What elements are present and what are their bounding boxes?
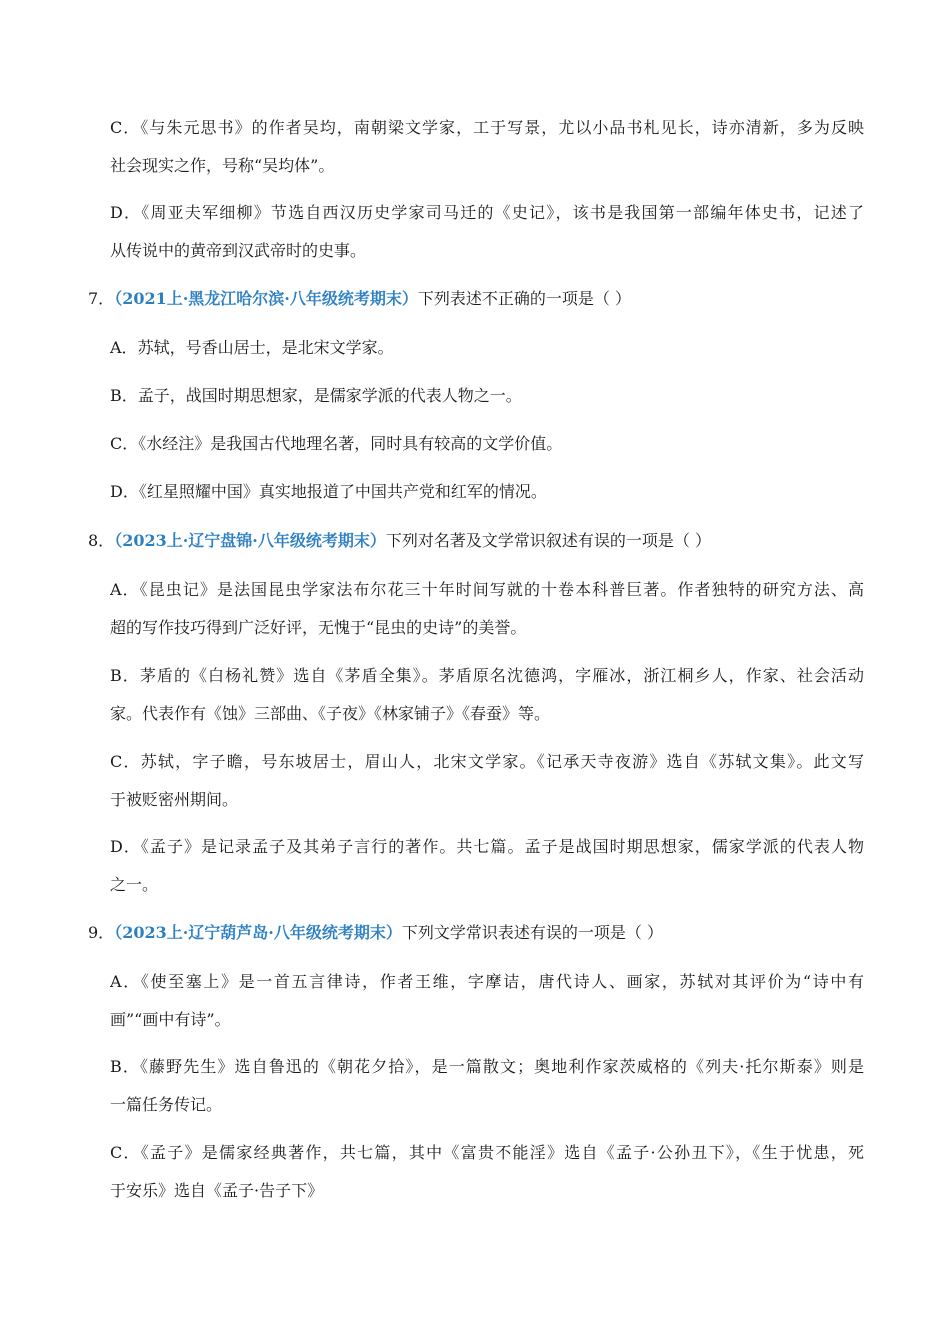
question-8-option-b-line-1	[110, 666, 864, 686]
question-8-option-c-line-1	[110, 752, 864, 772]
question-8-option-c-line-2	[110, 790, 238, 810]
question-9-option-a-line-2	[110, 1010, 231, 1030]
question-9-option-a-line-1	[110, 972, 864, 992]
option-text: 孟子，战国时期思想家，是儒家学派的代表人物之一。	[137, 386, 522, 405]
question-number: 9．	[88, 923, 115, 942]
question-stem-text: 下列对名著及文学常识叙述有误的一项是（ ）	[385, 531, 711, 550]
option-text: 苏轼，字子瞻，号东坡居士，眉山人，北宋文学家。《记承天寺夜游》选自《苏轼文集》。此文写	[140, 752, 864, 771]
question-7-option-b	[110, 386, 522, 406]
option-text: 家。代表作有《蚀》三部曲、《子夜》《林家铺子》《春蚕》等。	[110, 704, 551, 723]
option-letter: B．	[110, 666, 140, 685]
question-stem-text: 下列文学常识表述有误的一项是（ ）	[401, 923, 663, 942]
question-number: 8．	[88, 531, 115, 550]
option-letter: D．	[110, 837, 141, 856]
option-text: 《昆虫记》是法国昆虫学家法布尔花三十年时间写就的十卷本科普巨著。作者独特的研究方法、高	[139, 580, 864, 599]
option-text: 《孟子》是记录孟子及其弟子言行的著作。共七篇。孟子是战国时期思想家，儒家学派的代表人物	[140, 837, 864, 856]
prev-option-c-line-2	[110, 156, 334, 176]
option-text: 之一。	[110, 875, 159, 894]
option-text: 《周亚夫军细柳》节选自西汉历史学家司马迁的《史记》，该书是我国第一部编年体史书，记述了	[141, 203, 864, 222]
question-8-option-d-line-2	[110, 875, 158, 895]
question-8-option-d-line-1	[110, 837, 864, 857]
question-7-option-c	[110, 434, 562, 454]
option-text: 《红星照耀中国》真实地报道了中国共产党和红军的情况。	[138, 482, 547, 501]
option-text: 于被贬密州期间。	[110, 790, 239, 809]
option-text: 超的写作技巧得到广泛好评，无愧于“昆虫的史诗”的美誉。	[110, 618, 527, 637]
question-9-option-c-line-1	[110, 1143, 864, 1163]
option-text: 《水经注》是我国古代地理名著，同时具有较高的文学价值。	[138, 434, 563, 453]
option-letter: C．	[110, 752, 141, 771]
option-letter: A．	[110, 338, 138, 357]
question-9-option-b-line-1	[110, 1057, 864, 1077]
option-letter: C．	[110, 1143, 141, 1162]
question-source-tag: （2021上·黑龙江哈尔滨·八年级统考期末）	[114, 289, 418, 308]
option-text: 《藤野先生》选自鲁迅的《朝花夕拾》，是一篇散文；奥地利作家茨威格的《列夫·托尔斯泰》则是	[139, 1057, 864, 1076]
option-letter: D．	[110, 482, 139, 501]
option-text: 《孟子》是儒家经典著作，共七篇，其中《富贵不能淫》选自《孟子·公孙丑下》，《生于忧患，死	[140, 1143, 864, 1162]
question-source-tag: （2023上·辽宁葫芦岛·八年级统考期末）	[114, 923, 402, 942]
option-letter: C．	[110, 118, 141, 137]
option-letter: D．	[110, 203, 142, 222]
option-text: 茅盾的《白杨礼赞》选自《茅盾全集》。茅盾原名沈德鸿，字雁冰，浙江桐乡人，作家、社会活动	[139, 666, 864, 685]
option-text: 于安乐》选自《孟子·告子下》	[110, 1181, 324, 1200]
option-text: 社会现实之作，号称“吴均体”。	[110, 156, 335, 175]
question-8-option-b-line-2	[110, 704, 550, 724]
option-letter: B．	[110, 386, 138, 405]
option-text: 《使至塞上》是一首五言律诗，作者王维，字摩诘，唐代诗人、画家，苏轼对其评价为“诗中有	[140, 972, 864, 991]
question-9-option-b-line-2	[110, 1095, 222, 1115]
question-9-stem	[88, 923, 663, 943]
question-8-option-a-line-2	[110, 618, 526, 638]
prev-option-c-line-1	[110, 118, 864, 138]
question-8-stem	[88, 531, 711, 551]
question-7-option-a	[110, 338, 394, 358]
question-source-tag: （2023上·辽宁盘锦·八年级统考期末）	[114, 531, 386, 550]
question-8-option-a-line-1	[110, 580, 864, 600]
question-7-option-d	[110, 482, 547, 502]
prev-option-d-line-1	[110, 203, 864, 223]
option-text: 《与朱元思书》的作者吴均，南朝梁文学家，工于写景，尤以小品书札见长，诗亦清新，多为反映	[140, 118, 864, 137]
question-number: 7．	[88, 289, 115, 308]
option-letter: C．	[110, 434, 139, 453]
option-letter: B．	[110, 1057, 140, 1076]
question-7-stem	[88, 289, 631, 309]
option-text: 苏轼，号香山居士，是北宋文学家。	[137, 338, 394, 357]
question-stem-text: 下列表述不正确的一项是（ ）	[417, 289, 631, 308]
option-text: 画”“画中有诗”。	[110, 1010, 231, 1029]
prev-option-d-line-2	[110, 241, 366, 261]
option-text: 从传说中的黄帝到汉武帝时的史事。	[110, 241, 367, 260]
option-letter: A．	[110, 580, 140, 599]
option-letter: A．	[110, 972, 141, 991]
option-text: 一篇任务传记。	[110, 1095, 223, 1114]
question-9-option-c-line-2	[110, 1181, 323, 1201]
